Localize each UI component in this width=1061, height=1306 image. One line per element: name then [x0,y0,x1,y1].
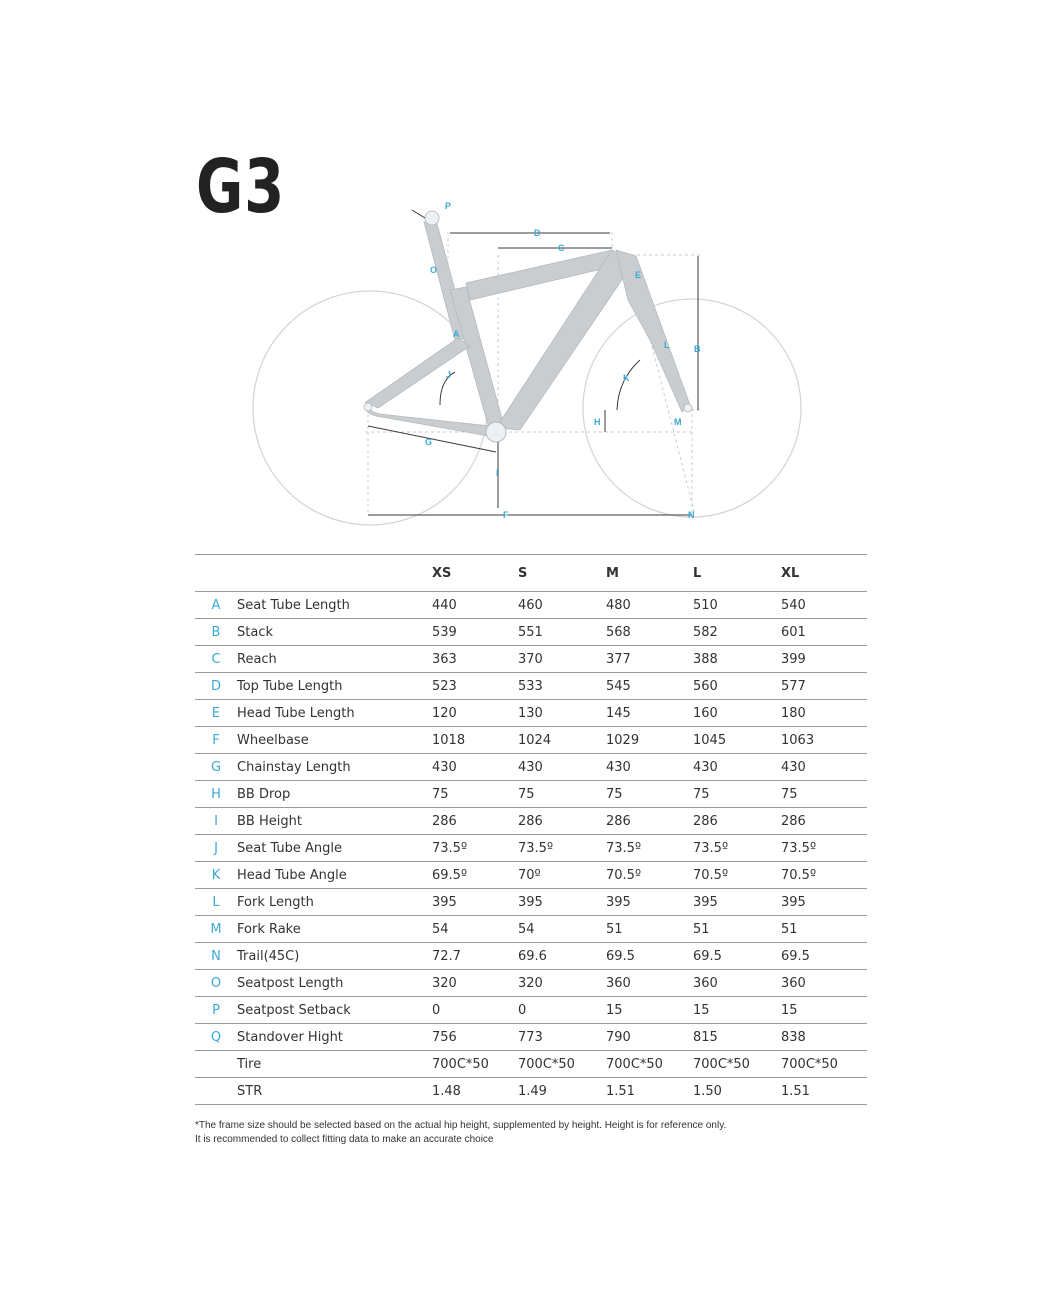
cell: 320 [518,970,606,997]
cell: 70º [518,862,606,889]
row-letter: D [195,673,237,700]
cell: 286 [518,808,606,835]
label-o: O [430,265,438,275]
row-name: Seat Tube Angle [237,835,432,862]
row-name: Seat Tube Length [237,592,432,619]
table-row [195,889,867,916]
row-name: Stack [237,619,432,646]
footnote-line-2: It is recommended to collect fitting data to make an accurate choice [195,1134,494,1145]
cell: 73.5º [781,835,867,862]
cell: 460 [518,592,606,619]
label-j: J [446,370,452,380]
cell: 75 [432,781,518,808]
cell: 120 [432,700,518,727]
cell: 838 [781,1024,867,1051]
table-row [195,1051,867,1078]
cell: 370 [518,646,606,673]
cell: 773 [518,1024,606,1051]
cell: 815 [693,1024,781,1051]
cell: 430 [432,754,518,781]
cell: 560 [693,673,781,700]
header-size: L [693,555,781,592]
cell: 286 [693,808,781,835]
cell: 15 [693,997,781,1024]
bike-frame [364,211,692,442]
cell: 51 [693,916,781,943]
table-row [195,970,867,997]
cell: 1029 [606,727,693,754]
cell: 700C*50 [693,1051,781,1078]
cell: 1045 [693,727,781,754]
table-row [195,592,867,619]
cell: 430 [606,754,693,781]
cell: 72.7 [432,943,518,970]
cell: 540 [781,592,867,619]
row-letter: K [195,862,237,889]
cell: 1024 [518,727,606,754]
cell: 70.5º [606,862,693,889]
row-name: Head Tube Angle [237,862,432,889]
label-k: K [623,373,630,383]
cell: 1.49 [518,1078,606,1105]
row-letter [195,1078,237,1105]
table-row [195,916,867,943]
cell: 1.48 [432,1078,518,1105]
label-i: I [496,468,499,478]
header-name [237,555,432,592]
label-b: B [694,344,701,354]
label-c: C [558,243,565,253]
cell: 0 [432,997,518,1024]
row-letter: P [195,997,237,1024]
label-h: H [594,417,601,427]
cell: 577 [781,673,867,700]
cell: 395 [432,889,518,916]
row-name: Wheelbase [237,727,432,754]
table-row [195,1024,867,1051]
cell: 145 [606,700,693,727]
header-size: S [518,555,606,592]
row-letter: E [195,700,237,727]
table-row [195,727,867,754]
cell: 395 [518,889,606,916]
cell: 430 [781,754,867,781]
table-row [195,997,867,1024]
footnote-line-1: *The frame size should be selected based on the actual hip height, supplemented by height. Height is for reference only. [195,1120,727,1131]
cell: 15 [606,997,693,1024]
table-row [195,673,867,700]
cell: 69.6 [518,943,606,970]
row-name: Head Tube Length [237,700,432,727]
cell: 545 [606,673,693,700]
cell: 15 [781,997,867,1024]
row-letter: C [195,646,237,673]
cell: 73.5º [432,835,518,862]
cell: 440 [432,592,518,619]
cell: 399 [781,646,867,673]
cell: 0 [518,997,606,1024]
row-name: Trail(45C) [237,943,432,970]
cell: 568 [606,619,693,646]
cell: 700C*50 [432,1051,518,1078]
cell: 1063 [781,727,867,754]
row-letter: Q [195,1024,237,1051]
cell: 582 [693,619,781,646]
row-letter: H [195,781,237,808]
row-name: Fork Length [237,889,432,916]
cell: 75 [693,781,781,808]
cell: 360 [606,970,693,997]
cell: 388 [693,646,781,673]
cell: 700C*50 [518,1051,606,1078]
cell: 54 [518,916,606,943]
row-letter: L [195,889,237,916]
cell: 523 [432,673,518,700]
cell: 69.5 [606,943,693,970]
cell: 75 [781,781,867,808]
cell: 510 [693,592,781,619]
label-a: A [453,329,460,339]
table-row [195,808,867,835]
cell: 601 [781,619,867,646]
row-letter: F [195,727,237,754]
cell: 286 [781,808,867,835]
cell: 1.51 [781,1078,867,1105]
cell: 51 [781,916,867,943]
cell: 363 [432,646,518,673]
cell: 395 [693,889,781,916]
row-letter: B [195,619,237,646]
row-name: Seatpost Setback [237,997,432,1024]
cell: 286 [606,808,693,835]
header-size: XL [781,555,867,592]
cell: 320 [432,970,518,997]
cell: 54 [432,916,518,943]
table-row [195,835,867,862]
cell: 395 [781,889,867,916]
table-row [195,862,867,889]
row-name: STR [237,1078,432,1105]
row-letter [195,1051,237,1078]
row-name: Reach [237,646,432,673]
cell: 130 [518,700,606,727]
label-p: P [445,201,452,211]
row-letter: J [195,835,237,862]
cell: 700C*50 [781,1051,867,1078]
label-n: N [688,510,695,520]
cell: 1018 [432,727,518,754]
cell: 700C*50 [606,1051,693,1078]
row-name: Standover Hight [237,1024,432,1051]
cell: 430 [518,754,606,781]
label-l: L [664,340,670,350]
cell: 539 [432,619,518,646]
cell: 286 [432,808,518,835]
cell: 73.5º [606,835,693,862]
row-letter: M [195,916,237,943]
header-size: XS [432,555,518,592]
cell: 430 [693,754,781,781]
cell: 551 [518,619,606,646]
cell: 70.5º [781,862,867,889]
row-name: BB Drop [237,781,432,808]
table-row [195,619,867,646]
row-name: Tire [237,1051,432,1078]
row-name: BB Height [237,808,432,835]
cell: 360 [781,970,867,997]
cell: 533 [518,673,606,700]
cell: 73.5º [518,835,606,862]
cell: 395 [606,889,693,916]
cell: 1.51 [606,1078,693,1105]
row-letter: A [195,592,237,619]
label-d: D [534,228,541,238]
row-name: Chainstay Length [237,754,432,781]
table-row [195,754,867,781]
row-letter: I [195,808,237,835]
cell: 69.5 [693,943,781,970]
cell: 51 [606,916,693,943]
geometry-diagram [0,0,1061,540]
table-row [195,943,867,970]
cell: 756 [432,1024,518,1051]
cell: 480 [606,592,693,619]
table-row [195,781,867,808]
cell: 69.5 [781,943,867,970]
cell: 377 [606,646,693,673]
footnote [195,1119,726,1147]
cell: 70.5º [693,862,781,889]
page-title: G3 [196,144,286,230]
label-g: G [425,437,433,447]
table-row [195,700,867,727]
table-row [195,1078,867,1105]
cell: 75 [518,781,606,808]
row-letter: N [195,943,237,970]
table-row [195,646,867,673]
label-m: M [674,417,682,427]
label-f: F [503,510,509,520]
cell: 180 [781,700,867,727]
header-letter [195,555,237,592]
cell: 360 [693,970,781,997]
row-name: Fork Rake [237,916,432,943]
header-size: M [606,555,693,592]
row-name: Top Tube Length [237,673,432,700]
table-header-row [195,555,867,592]
cell: 1.50 [693,1078,781,1105]
row-letter: O [195,970,237,997]
cell: 790 [606,1024,693,1051]
cell: 73.5º [693,835,781,862]
cell: 160 [693,700,781,727]
row-name: Seatpost Length [237,970,432,997]
label-e: E [635,270,642,280]
cell: 69.5º [432,862,518,889]
row-letter: G [195,754,237,781]
geometry-table [195,554,867,1105]
cell: 75 [606,781,693,808]
